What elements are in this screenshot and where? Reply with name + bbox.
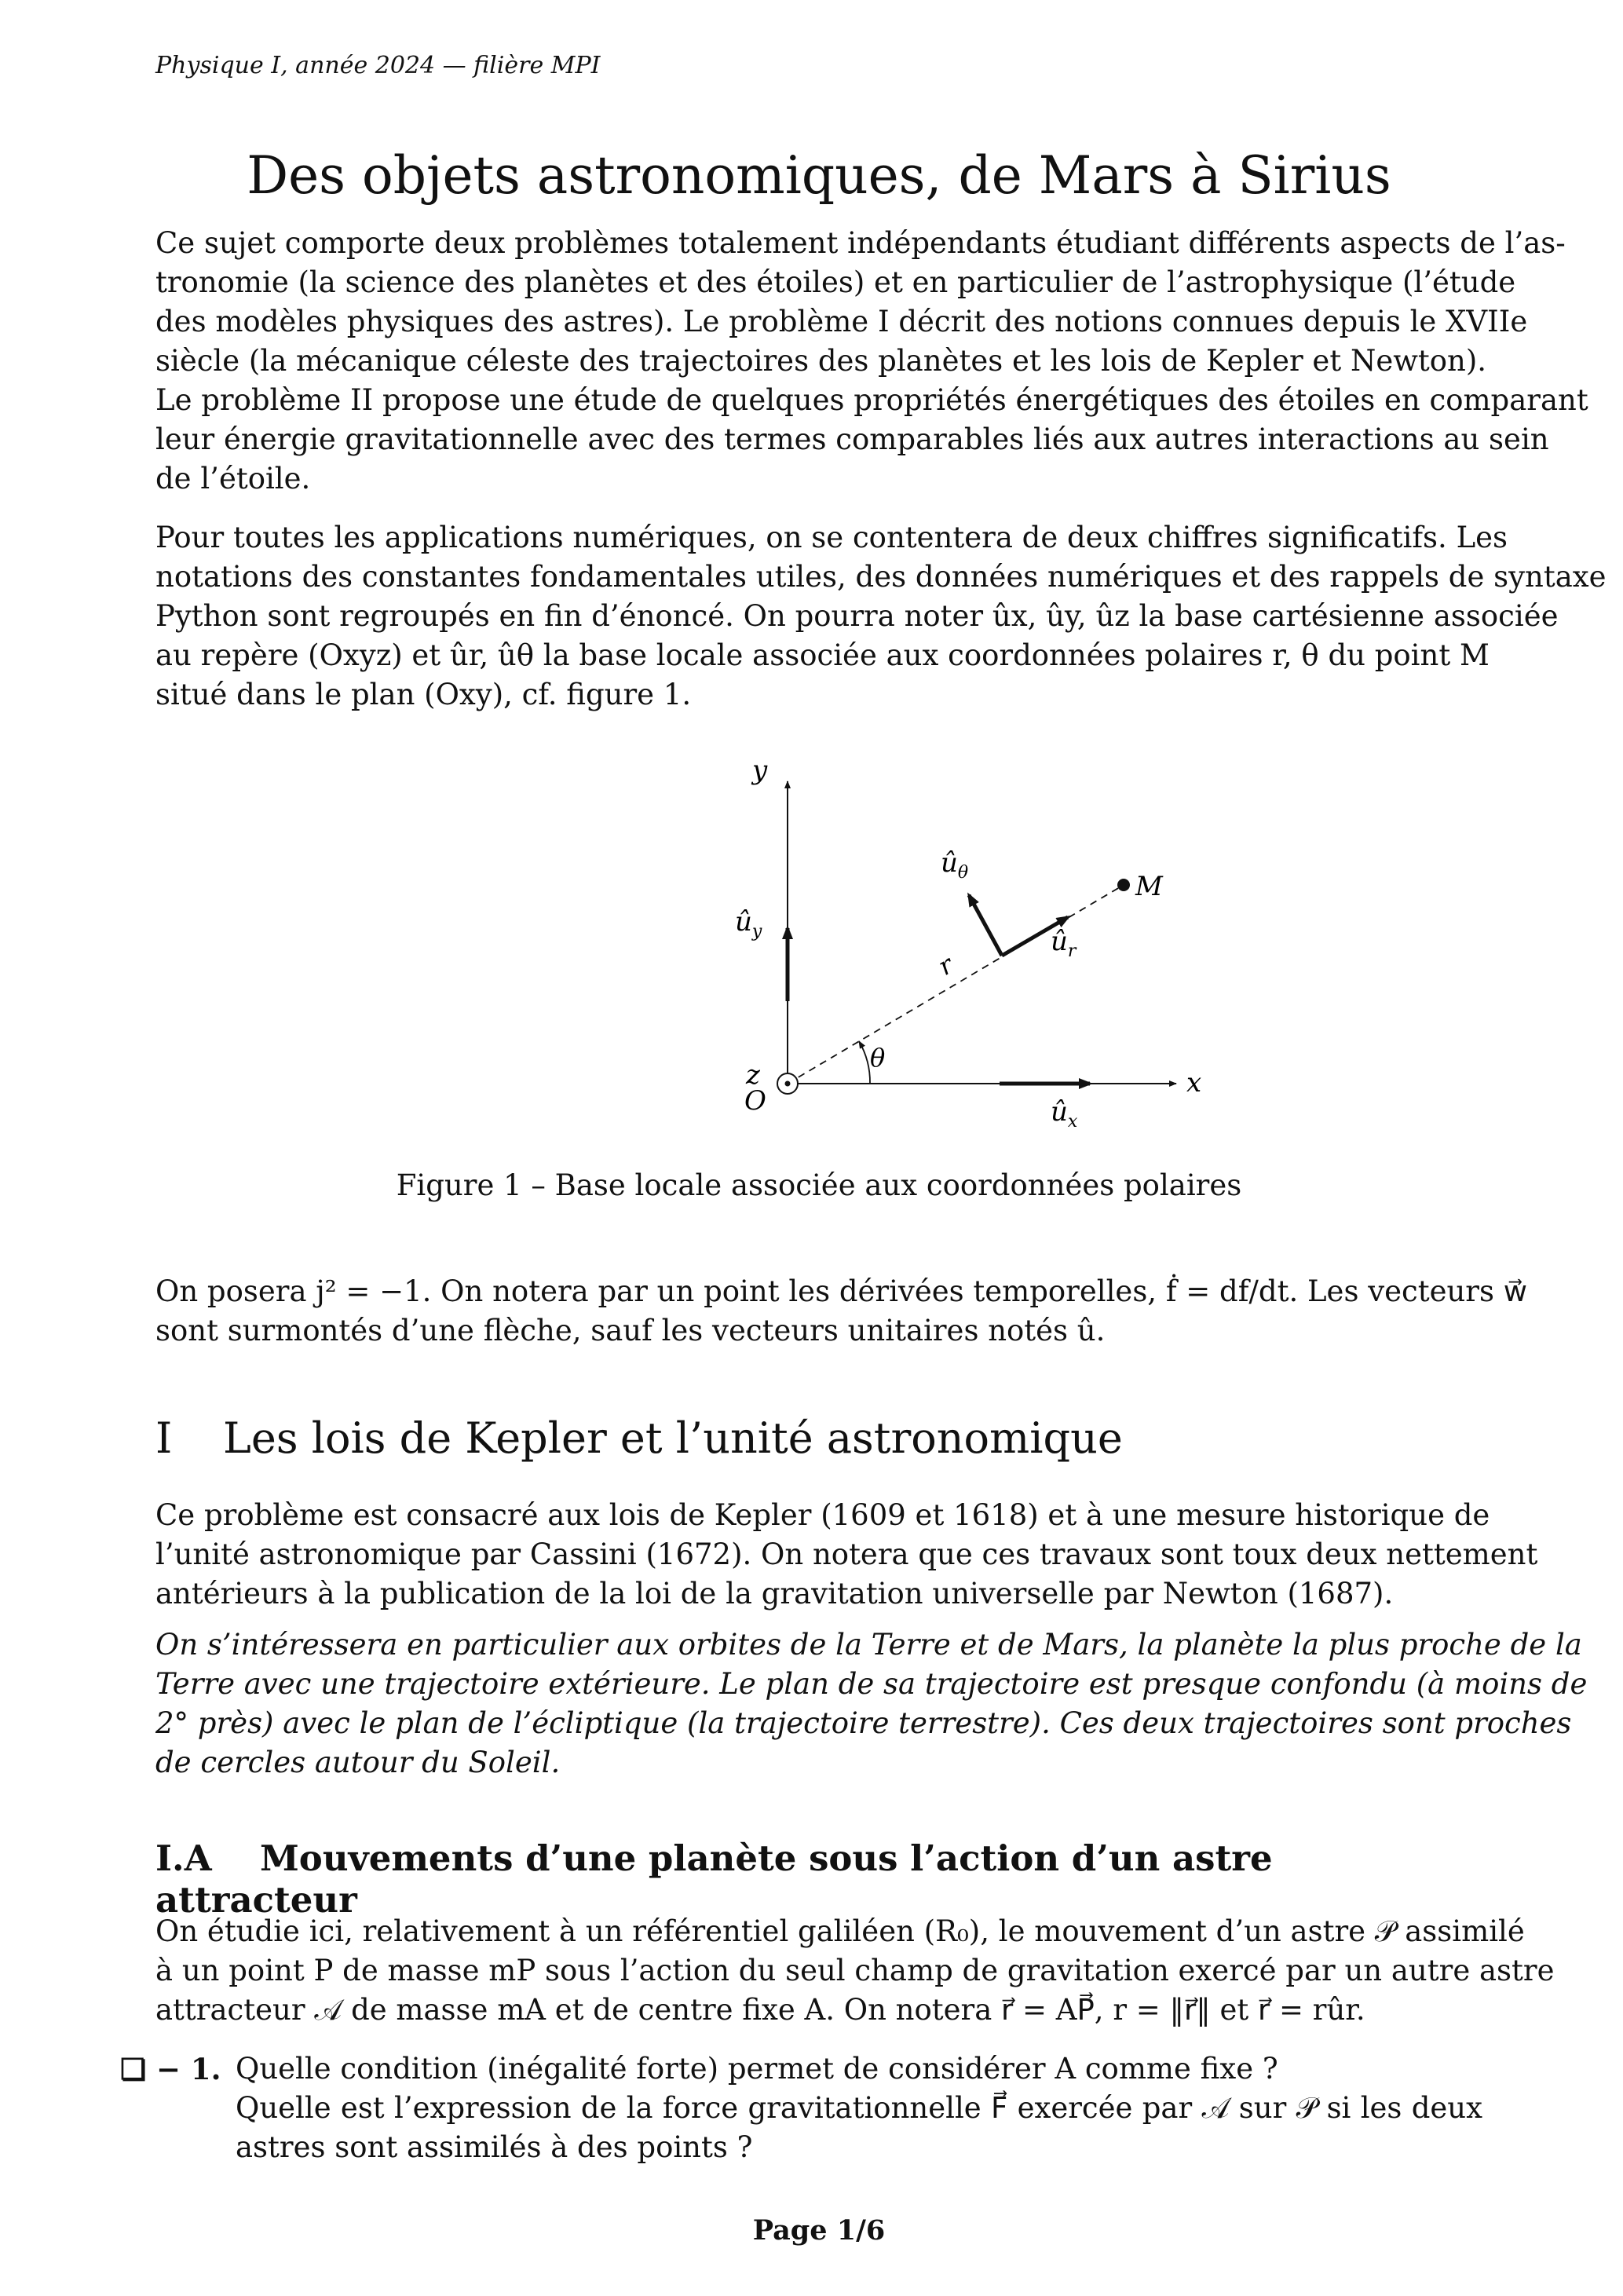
text-line: Quelle condition (inégalité forte) permet de considérer A comme fixe ? <box>236 2052 1278 2086</box>
conventions-paragraph <box>155 1272 1528 1351</box>
text-line: à un point P de masse mP sous l’action du seul champ de gravitation exercé par un autre astre <box>155 1954 1555 1987</box>
text-line: Pour toutes les applications numériques, on se contentera de deux chiffres significatifs. Les <box>155 521 1508 554</box>
text-line: On s’intéressera en particulier aux orbites de la Terre et de Mars, la planète la plus proche de la <box>155 1628 1582 1662</box>
text-line: situé dans le plan (Oxy), cf. figure 1. <box>155 678 692 711</box>
text-line: attracteur 𝒜 de masse mA et de centre fixe A. On notera r⃗ = AP⃗, r = ‖r⃗‖ et r⃗ = rûr. <box>155 1993 1365 2027</box>
theta-label: θ <box>870 1043 886 1073</box>
text-line: sont surmontés d’une flèche, sauf les vecteurs unitaires notés û. <box>155 1314 1106 1347</box>
text-line: 2° près) avec le plan de l’écliptique (la trajectoire terrestre). Ces deux trajectoires sont proches <box>155 1706 1572 1740</box>
text-line: notations des constantes fondamentales utiles, des données numériques et des rappels de syntaxe <box>155 560 1607 594</box>
section-heading <box>155 1413 1123 1463</box>
text-line: des modèles physiques des astres). Le problème I décrit des notions connues depuis le XVIIe <box>155 305 1528 338</box>
text-line: l’unité astronomique par Cassini (1672). On notera que ces travaux sont toux deux nettement <box>155 1537 1538 1571</box>
r-label: r <box>933 949 959 982</box>
question-label: ❏ − 1. <box>120 2052 221 2086</box>
point-label: M <box>1135 871 1163 902</box>
point-m <box>1117 879 1130 891</box>
page-title: Des objets astronomiques, de Mars à Sirius <box>247 145 1391 206</box>
text-line: On posera j² = −1. On notera par un point les dérivées temporelles, ḟ = df/dt. Les vecteurs w⃗ <box>155 1274 1528 1308</box>
uy-label: $û_y$ <box>735 906 762 941</box>
utheta-label: $û_\theta$ <box>941 847 969 883</box>
text-line: antérieurs à la publication de la loi de la gravitation universelle par Newton (1687). <box>155 1577 1394 1610</box>
ux-label: $û_x$ <box>1051 1096 1078 1132</box>
x-axis-label: x <box>1186 1067 1202 1099</box>
text-line: leur énergie gravitationnelle avec des termes comparables liés aux autres interactions au sein <box>155 422 1549 456</box>
subsection-paragraph <box>155 1912 1555 2030</box>
theta-arc <box>859 1041 870 1084</box>
figure-polar-basis <box>564 738 1270 1146</box>
text-line: Ce sujet comporte deux problèmes totalement indépendants étudiant différents aspects de l’as- <box>155 226 1566 260</box>
notation-paragraph <box>155 518 1607 715</box>
text-line: siècle (la mécanique céleste des trajectoires des planètes et les lois de Kepler et Newton). <box>155 344 1487 378</box>
y-axis-label: y <box>752 755 768 786</box>
question-body <box>236 2049 1482 2167</box>
text-line: On étudie ici, relativement à un référentiel galiléen (R₀), le mouvement d’un astre 𝒫 assimilé <box>155 1914 1525 1948</box>
text-line: Ce problème est consacré aux lois de Kepler (1609 et 1618) et à une mesure historique de <box>155 1498 1490 1532</box>
section-italic-paragraph <box>155 1625 1588 1782</box>
z-axis-label: z <box>746 1059 760 1091</box>
origin-label: O <box>744 1085 766 1117</box>
subsection-heading <box>155 1837 1482 1921</box>
text-line: Python sont regroupés en fin d’énoncé. On pourra noter ûx, ûy, ûz la base cartésienne associée <box>155 599 1559 633</box>
text-line: Quelle est l’expression de la force gravitationnelle F⃗ exercée par 𝒜 sur 𝒫 si les deux <box>236 2091 1482 2125</box>
intro-paragraph <box>155 224 1588 499</box>
text-line: de cercles autour du Soleil. <box>155 1746 561 1779</box>
page-number: Page 1/6 <box>752 2214 886 2247</box>
running-header: Physique I, année 2024 — filière MPI <box>155 52 601 79</box>
text-line: astres sont assimilés à des points ? <box>236 2130 753 2164</box>
text-line: tronomie (la science des planètes et des étoiles) et en particulier de l’astrophysique (l’étude <box>155 265 1516 299</box>
section-title: Les lois de Kepler et l’unité astronomique <box>223 1413 1123 1463</box>
subsection-number: I.A <box>155 1837 212 1879</box>
text-line: de l’étoile. <box>155 462 311 495</box>
utheta-vector <box>969 895 1002 956</box>
radius-line <box>788 885 1124 1084</box>
text-line: Le problème II propose une étude de quelques propriétés énergétiques des étoiles en comparant <box>155 383 1588 417</box>
figure-caption: Figure 1 – Base locale associée aux coordonnées polaires <box>396 1168 1242 1202</box>
text-line: Terre avec une trajectoire extérieure. Le plan de sa trajectoire est presque confondu (à moins de <box>155 1667 1588 1701</box>
section-intro-paragraph <box>155 1496 1538 1614</box>
text-line: au repère (Oxyz) et ûr, ûθ la base locale associée aux coordonnées polaires r, θ du point M <box>155 638 1490 672</box>
section-number: I <box>155 1413 173 1463</box>
ur-label: $û_r$ <box>1051 926 1077 961</box>
subsection-title: Mouvements d’une planète sous l’action d’un astre attracteur <box>155 1837 1273 1921</box>
